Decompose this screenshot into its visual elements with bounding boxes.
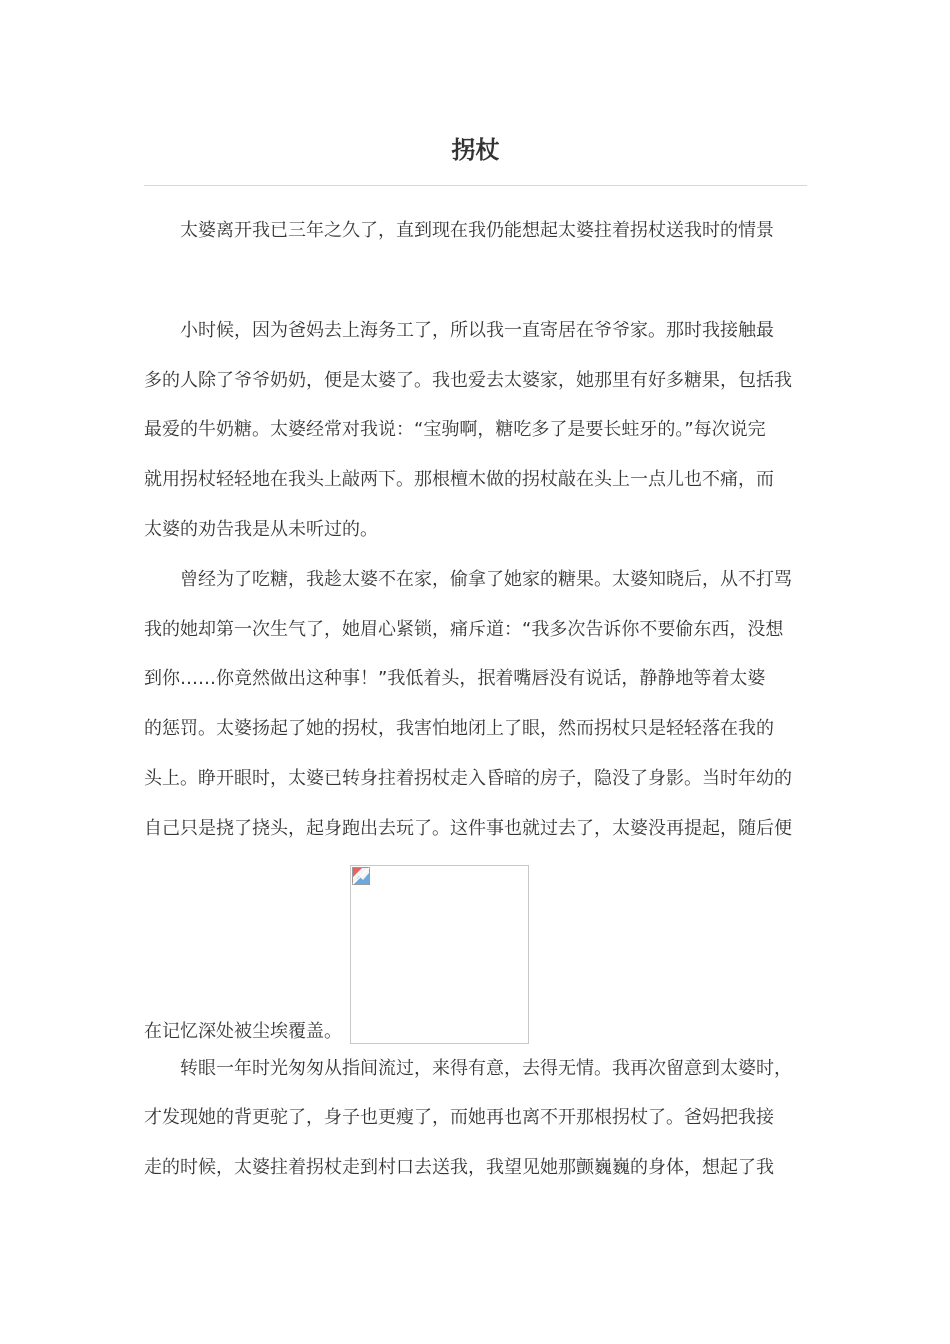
paragraph-line: 在记忆深处被尘埃覆盖。 [144,1020,342,1042]
paragraph-line: 多的人除了爷爷奶奶，便是太婆了。我也爱去太婆家，她那里有好多糖果，包括我 [144,369,792,391]
inline-image-row [144,854,807,1044]
paragraph-line: 太婆的劝告我是从未听过的。 [144,518,378,540]
broken-image[interactable] [350,865,529,1044]
article-body [144,206,807,1193]
paragraph-line: 曾经为了吃糖，我趁太婆不在家，偷拿了她家的糖果。太婆知晓后，从不打骂 [180,568,792,590]
paragraph-line: 就用拐杖轻轻地在我头上敲两下。那根檀木做的拐杖敲在头上一点儿也不痛，而 [144,469,774,491]
paragraph-line: 自己只是挠了挠头，起身跑出去玩了。这件事也就过去了，太婆没再提起，随后便 [144,817,792,839]
paragraph-line: 小时候，因为爸妈去上海务工了，所以我一直寄居在爷爷家。那时我接触最 [180,319,774,341]
paragraph-2 [144,306,807,555]
paragraph-line: 才发现她的背更驼了，身子也更瘦了，而她再也离不开那根拐杖了。爸妈把我接 [144,1107,774,1129]
paragraph-line: 太婆离开我已三年之久了，直到现在我仍能想起太婆拄着拐杖送我时的情景 [180,220,774,241]
paragraph-line: 的惩罚。太婆扬起了她的拐杖，我害怕地闭上了眼，然而拐杖只是轻轻落在我的 [144,718,774,740]
paragraph-1 [144,206,807,256]
paragraph-line: 头上。睁开眼时，太婆已转身拄着拐杖走入昏暗的房子，隐没了身影。当时年幼的 [144,767,792,789]
paragraph-line: 最爱的牛奶糖。太婆经常对我说：“宝驹啊，糖吃多了是要长蛀牙的。”每次说完 [144,419,766,441]
paragraph-line: 我的她却第一次生气了，她眉心紧锁，痛斥道：“我多次告诉你不要偷东西，没想 [144,618,784,640]
title-divider [144,185,807,186]
paragraph-line: 走的时候，太婆拄着拐杖走到村口去送我，我望见她那颤巍巍的身体，想起了我 [144,1157,774,1179]
paragraph-4 [144,1044,807,1193]
paragraph-3 [144,555,807,854]
broken-image-icon [352,867,370,885]
page-title: 拐杖 [451,136,500,164]
paragraph-line: 到你……你竟然做出这种事！”我低着头，抿着嘴唇没有说话，静静地等着太婆 [144,668,766,690]
paragraph-line: 转眼一年时光匆匆从指间流过，来得有意，去得无情。我再次留意到太婆时， [180,1057,792,1079]
